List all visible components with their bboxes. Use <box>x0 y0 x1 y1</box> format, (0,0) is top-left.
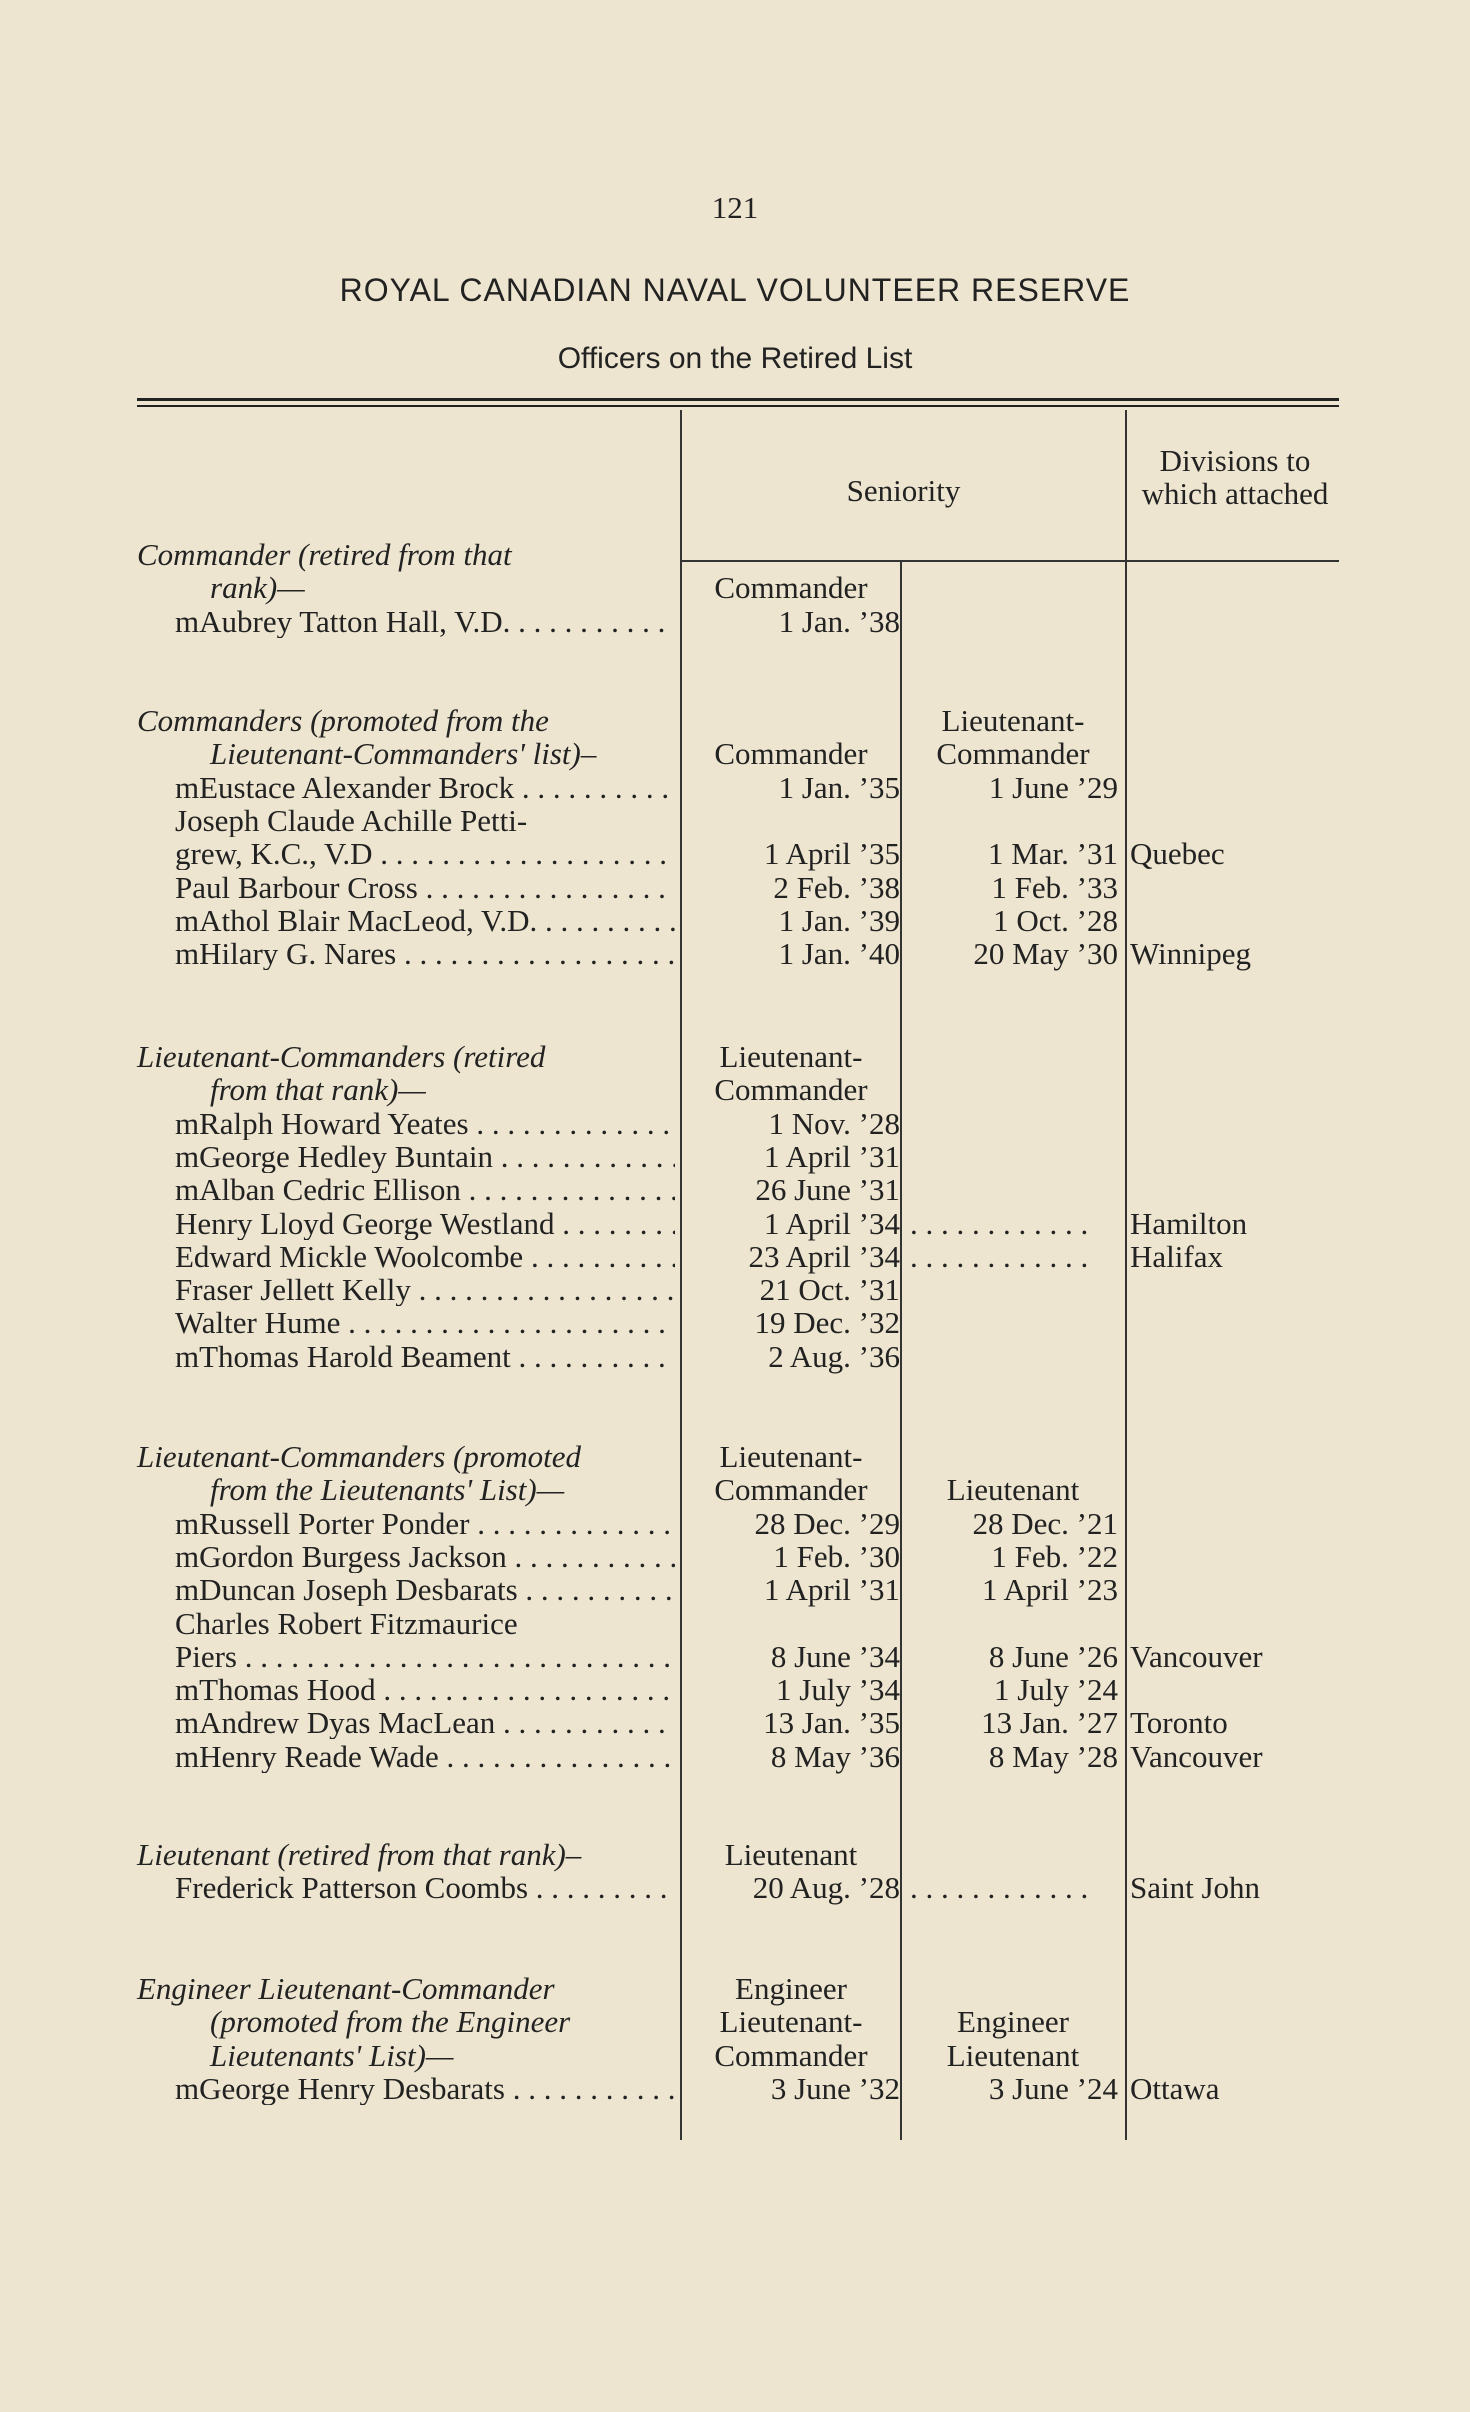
dot-leader <box>411 1273 675 1306</box>
seniority-date-1: 8 May ’36 <box>770 1738 900 1774</box>
seniority-date-2: 1 June ’29 <box>988 769 1118 805</box>
seniority-col1-head: Commander <box>714 570 868 606</box>
seniority-date-1: 1 Feb. ’30 <box>773 1538 900 1574</box>
seniority-date-1: 23 April ’34 <box>748 1238 900 1274</box>
officer-name-text: mGordon Burgess Jackson <box>175 1539 507 1573</box>
seniority-date-1: 1 April ’35 <box>763 836 900 872</box>
column-divider-1 <box>680 410 682 2140</box>
seniority-col2-head: Lieutenant <box>946 1472 1080 1508</box>
page-title: ROYAL CANADIAN NAVAL VOLUNTEER RESERVE <box>339 272 1131 308</box>
seniority-col1-head: Commander <box>714 1472 868 1508</box>
seniority-date-1: 1 April ’31 <box>763 1572 900 1608</box>
officer-name-text: Henry Lloyd George Westland <box>175 1206 555 1240</box>
dot-leader <box>493 1140 675 1173</box>
seniority-date-1: 8 June ’34 <box>770 1638 900 1674</box>
officer-name <box>175 904 675 937</box>
officer-name-text: mDuncan Joseph Desbarats <box>175 1573 518 1607</box>
officer-name-text: mAndrew Dyas MacLean <box>175 1706 496 1740</box>
seniority-col1-head: Lieutenant- <box>719 2004 863 2040</box>
top-rule-thin <box>137 405 1339 407</box>
seniority-date-1: 1 July ’34 <box>776 1672 900 1708</box>
division-name: Winnipeg <box>1130 936 1252 972</box>
officer-name-text: Piers <box>175 1639 237 1673</box>
officer-name <box>175 1540 675 1573</box>
dot-leader <box>340 1306 675 1339</box>
seniority-col2-head: Lieutenant <box>946 2037 1080 2073</box>
column-divider-3 <box>1125 410 1127 2140</box>
dot-leader <box>511 1340 675 1373</box>
group-heading: from the Lieutenants' List)— <box>210 1472 565 1508</box>
seniority-date-1: 21 Oct. ’31 <box>759 1272 900 1308</box>
officer-name-text: grew, K.C., V.D <box>175 837 373 871</box>
officer-name-text: mAubrey Tatton Hall, V.D. <box>175 604 511 638</box>
division-name: Vancouver <box>1130 1738 1263 1774</box>
officer-name <box>175 937 675 970</box>
officer-name <box>175 1673 675 1706</box>
officer-name <box>175 837 675 870</box>
dot-leader <box>510 605 675 638</box>
officer-name <box>175 1740 675 1773</box>
seniority-date-1: 1 April ’31 <box>763 1138 900 1174</box>
division-name: Halifax <box>1130 1238 1223 1274</box>
group-heading: Lieutenant (retired from that rank)– <box>137 1837 582 1872</box>
officer-name <box>175 1573 675 1606</box>
divisions-header: Divisions to which attached <box>1141 443 1329 511</box>
seniority-col1-head: Commander <box>714 1072 868 1108</box>
officer-name-text: mGeorge Henry Desbarats <box>175 2071 505 2105</box>
dot-leader <box>537 904 675 937</box>
seniority-date-1: 3 June ’32 <box>770 2070 900 2106</box>
officer-name-text: mAlban Cedric Ellison <box>175 1173 461 1207</box>
seniority-date-2: 8 June ’26 <box>988 1638 1118 1674</box>
dot-leader <box>523 1240 675 1273</box>
officer-name-text: mHenry Reade Wade <box>175 1739 439 1773</box>
dot-leader <box>373 837 676 870</box>
seniority-date-1: 1 Jan. ’39 <box>778 902 900 938</box>
officer-name <box>175 1306 675 1339</box>
seniority-date-1: 19 Dec. ’32 <box>754 1305 900 1341</box>
officer-name-text: mRalph Howard Yeates <box>175 1106 469 1140</box>
division-name: Vancouver <box>1130 1638 1263 1674</box>
group-heading: Lieutenant-Commanders (promoted <box>137 1439 582 1474</box>
top-rule <box>137 398 1339 401</box>
seniority-underline <box>682 560 1125 562</box>
officer-name <box>175 1240 675 1273</box>
seniority-date-2: 1 Mar. ’31 <box>987 836 1118 872</box>
officer-name: Charles Robert Fitzmaurice <box>175 1606 518 1640</box>
seniority-col1-head: Lieutenant- <box>719 1039 863 1074</box>
officer-name <box>175 771 675 804</box>
seniority-col1-head: Lieutenant- <box>719 1439 863 1474</box>
group-heading: Lieutenant-Commanders' list)– <box>210 736 597 772</box>
column-divider-2 <box>900 562 902 2140</box>
officer-name-text: Walter Hume <box>175 1306 341 1340</box>
dot-leader <box>505 2072 675 2105</box>
officer-name-text: mGeorge Hedley Buntain <box>175 1139 493 1173</box>
officer-name-text: mHilary G. Nares <box>175 937 397 971</box>
officer-name: Joseph Claude Achille Petti- <box>175 803 528 837</box>
dot-leader <box>461 1173 675 1206</box>
seniority-col1-head: Commander <box>714 2037 868 2073</box>
officer-name <box>175 605 675 638</box>
group-heading: Lieutenant-Commanders (retired <box>137 1039 546 1074</box>
officer-name-text: mEustace Alexander Brock <box>175 770 515 804</box>
seniority-date-2: 1 April ’23 <box>981 1572 1118 1608</box>
division-name: Ottawa <box>1130 2070 1220 2106</box>
seniority-col2-head: Engineer <box>957 2004 1069 2040</box>
group-heading: Commanders (promoted from the <box>137 703 549 738</box>
seniority-date-1: 20 Aug. ’28 <box>752 1870 900 1906</box>
officer-name-text: Edward Mickle Woolcombe <box>175 1239 524 1273</box>
dot-leader: . . . . . . . . . . . . <box>910 1871 1089 1905</box>
dot-leader: . . . . . . . . . . . . <box>910 1206 1089 1240</box>
dot-leader <box>518 1573 675 1606</box>
officer-name <box>175 1871 675 1904</box>
seniority-date-1: 1 Nov. ’28 <box>768 1105 900 1141</box>
officer-name <box>175 871 675 904</box>
dot-leader <box>396 937 675 970</box>
officer-name <box>175 1340 675 1373</box>
seniority-date-2: 1 July ’24 <box>994 1672 1118 1708</box>
officer-name <box>175 1140 675 1173</box>
seniority-date-1: 2 Aug. ’36 <box>768 1338 900 1374</box>
seniority-col1-head: Commander <box>714 736 868 772</box>
dot-leader: . . . . . . . . . . . . <box>910 1239 1089 1273</box>
officer-name-text: mRussell Porter Ponder <box>175 1506 470 1540</box>
dot-leader <box>439 1740 675 1773</box>
seniority-col2-head: Commander <box>936 736 1090 772</box>
officer-name-text: mThomas Harold Beament <box>175 1339 511 1373</box>
seniority-date-1: 1 April ’34 <box>763 1205 900 1241</box>
seniority-date-2: 8 May ’28 <box>988 1738 1118 1774</box>
group-heading: (promoted from the Engineer <box>210 2004 571 2040</box>
group-heading: rank)— <box>210 570 305 606</box>
officer-name <box>175 1173 675 1206</box>
officer-name <box>175 1273 675 1306</box>
group-heading: Commander (retired from that <box>137 537 512 572</box>
seniority-date-2: 20 May ’30 <box>973 936 1118 972</box>
seniority-date-2: 13 Jan. ’27 <box>981 1705 1118 1741</box>
seniority-date-1: 1 Jan. ’40 <box>778 936 900 972</box>
group-heading: Lieutenants' List)— <box>210 2037 454 2073</box>
seniority-col1-head: Engineer <box>735 1971 847 2006</box>
division-name: Saint John <box>1130 1870 1261 1906</box>
seniority-col1-head: Lieutenant <box>724 1837 858 1872</box>
dot-leader <box>470 1507 676 1540</box>
officer-name-text: Paul Barbour Cross <box>175 870 418 904</box>
dot-leader <box>528 1871 675 1904</box>
officer-name <box>175 1640 675 1673</box>
group-heading: from that rank)— <box>210 1072 426 1108</box>
officer-name-text: mThomas Hood <box>175 1673 376 1707</box>
officer-name <box>175 1207 675 1240</box>
officer-name <box>175 2072 675 2105</box>
seniority-date-1: 26 June ’31 <box>755 1172 900 1208</box>
division-name: Toronto <box>1130 1705 1228 1741</box>
page-subtitle: Officers on the Retired List <box>557 342 913 375</box>
seniority-date-2: 1 Feb. ’33 <box>991 869 1118 905</box>
dot-leader <box>237 1640 675 1673</box>
seniority-col2-head: Lieutenant- <box>941 703 1085 738</box>
dot-leader <box>507 1540 675 1573</box>
division-name: Hamilton <box>1130 1205 1248 1241</box>
seniority-date-1: 1 Jan. ’38 <box>778 603 900 639</box>
seniority-header: Seniority <box>846 473 961 508</box>
seniority-date-2: 1 Feb. ’22 <box>991 1538 1118 1574</box>
page-number: 121 <box>711 190 759 225</box>
officer-name-text: Frederick Patterson Coombs <box>175 1871 529 1905</box>
officer-name-text: Fraser Jellett Kelly <box>175 1273 411 1307</box>
division-name: Quebec <box>1130 836 1225 872</box>
seniority-date-1: 2 Feb. ’38 <box>773 869 900 905</box>
dot-leader <box>514 771 675 804</box>
seniority-date-2: 1 Oct. ’28 <box>993 902 1118 938</box>
dot-leader <box>469 1107 675 1140</box>
officer-name-text: mAthol Blair MacLeod, V.D. <box>175 903 538 937</box>
dot-leader <box>418 871 675 904</box>
seniority-date-1: 13 Jan. ’35 <box>763 1705 900 1741</box>
seniority-date-2: 3 June ’24 <box>988 2070 1118 2106</box>
seniority-date-1: 1 Jan. ’35 <box>778 769 900 805</box>
dot-leader <box>554 1207 675 1240</box>
seniority-date-1: 28 Dec. ’29 <box>754 1505 900 1541</box>
divisions-underline <box>1127 560 1339 562</box>
officer-name <box>175 1107 675 1140</box>
officer-name <box>175 1706 675 1739</box>
officer-name <box>175 1507 675 1540</box>
seniority-date-2: 28 Dec. ’21 <box>972 1505 1118 1541</box>
dot-leader <box>495 1706 675 1739</box>
group-heading: Engineer Lieutenant-Commander <box>137 1971 555 2006</box>
dot-leader <box>376 1673 675 1706</box>
